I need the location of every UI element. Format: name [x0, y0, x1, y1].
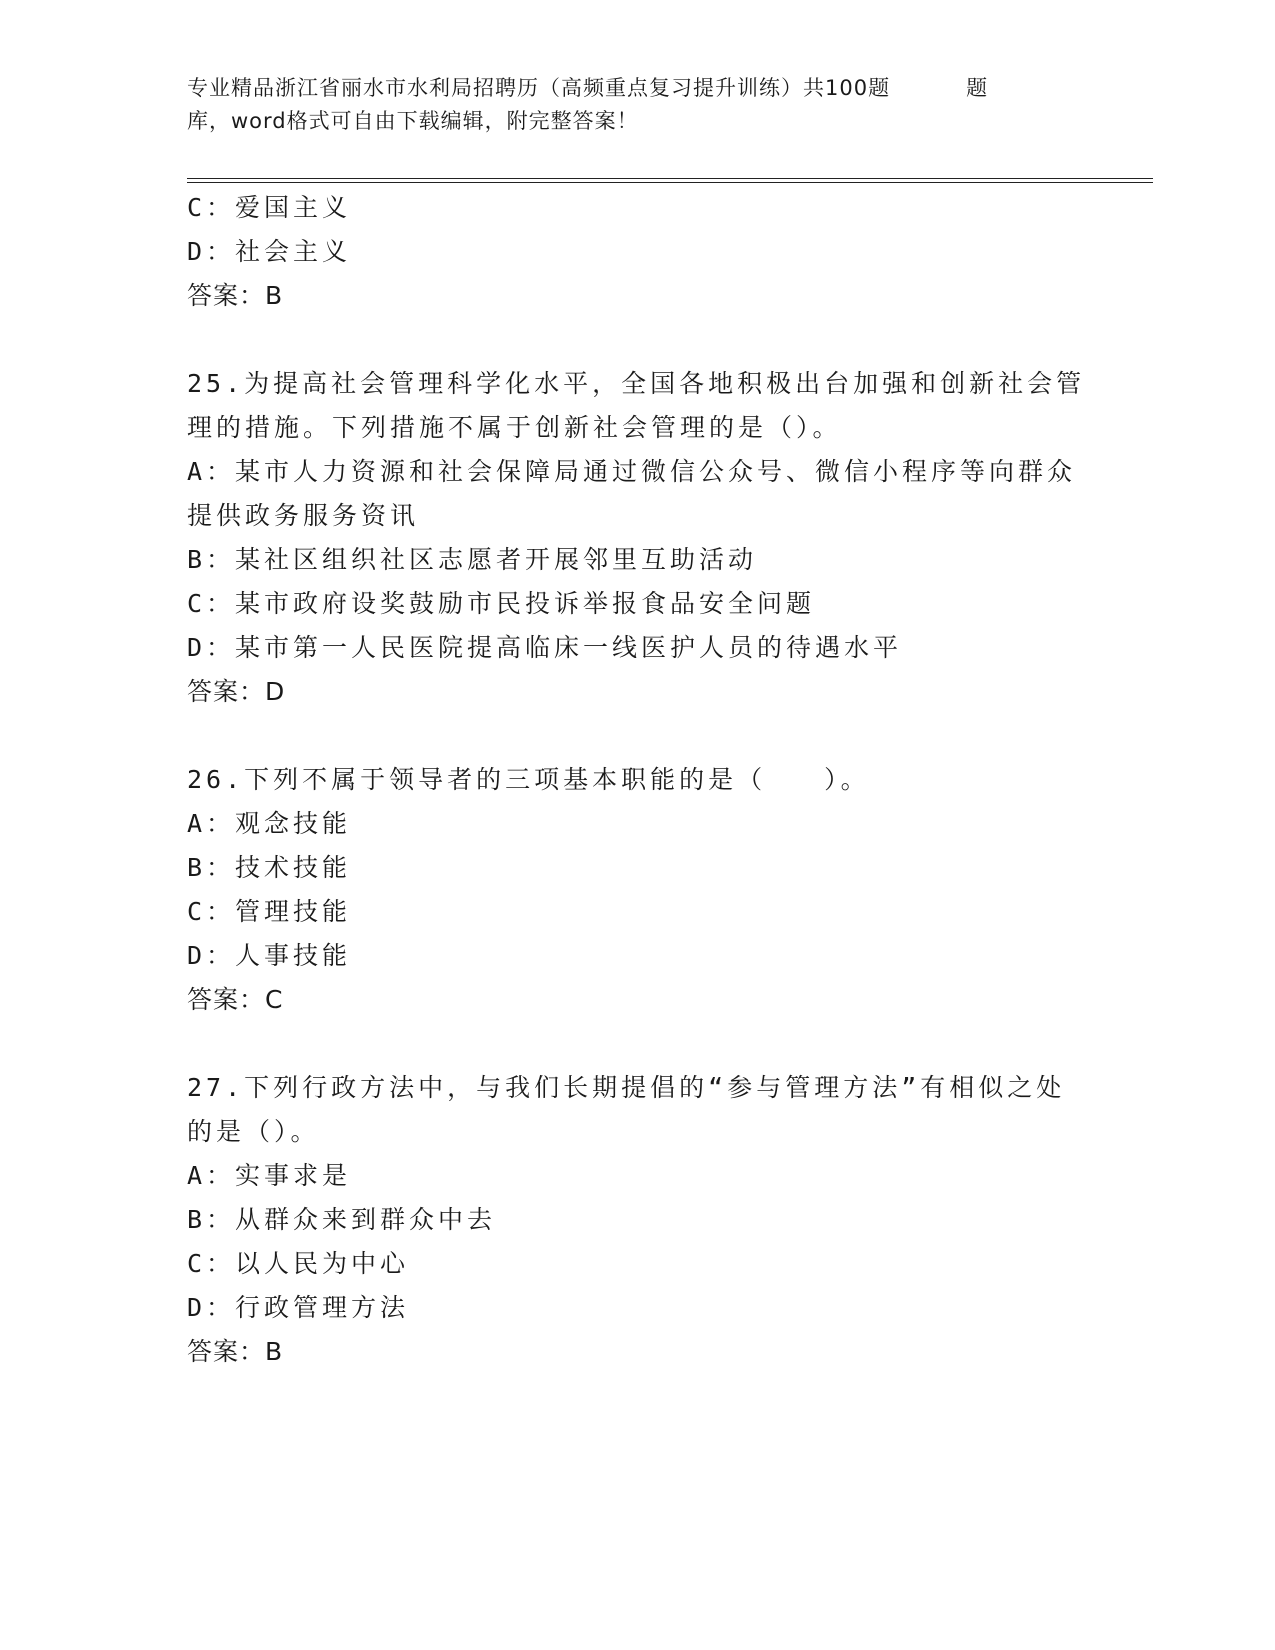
q26-stem: 26.下列不属于领导者的三项基本职能的是（ ）。	[187, 765, 870, 794]
q27-option-d: D：行政管理方法	[187, 1293, 410, 1322]
q25-stem-line-2: 理的措施。下列措施不属于创新社会管理的是（）。	[187, 413, 842, 442]
prev-option-d: D：社会主义	[187, 237, 352, 266]
q26-option-b: B：技术技能	[187, 853, 352, 882]
prev-answer: 答案：B	[187, 281, 284, 310]
page-header	[187, 72, 1087, 138]
q26-option-d: D：人事技能	[187, 941, 352, 970]
q25-option-b: B：某社区组织社区志愿者开展邻里互助活动	[187, 545, 758, 574]
q27-answer: 答案：B	[187, 1337, 284, 1366]
q27-stem-line-1: 27.下列行政方法中，与我们长期提倡的“参与管理方法”有相似之处	[187, 1073, 1066, 1102]
q26-option-a: A：观念技能	[187, 809, 352, 838]
q25-option-d: D：某市第一人民医院提高临床一线医护人员的待遇水平	[187, 633, 903, 662]
q27-option-b: B：从群众来到群众中去	[187, 1205, 497, 1234]
header-divider-top	[187, 178, 1153, 179]
q27-option-a: A：实事求是	[187, 1161, 352, 1190]
header-title-tail: 题	[966, 76, 989, 100]
q25-stem-line-1: 25.为提高社会管理科学化水平，全国各地积极出台加强和创新社会管	[187, 369, 1086, 398]
q26-answer: 答案：C	[187, 985, 284, 1014]
header-title: 专业精品浙江省丽水市水利局招聘历（高频重点复习提升训练）共100题	[187, 76, 891, 100]
q26-option-c: C：管理技能	[187, 897, 352, 926]
q25-option-a-line-2: 提供政务服务资讯	[187, 501, 420, 530]
q25-option-c: C：某市政府设奖鼓励市民投诉举报食品安全问题	[187, 589, 816, 618]
prev-option-c: C：爱国主义	[187, 193, 352, 222]
header-line-2: 库，word格式可自由下载编辑，附完整答案！	[187, 109, 639, 133]
q25-answer: 答案：D	[187, 677, 286, 706]
header-line-1	[187, 72, 1087, 105]
q25-option-a-line-1: A：某市人力资源和社会保障局通过微信公众号、微信小程序等向群众	[187, 457, 1077, 486]
header-divider-bottom	[187, 182, 1153, 183]
q27-stem-line-2: 的是（）。	[187, 1117, 320, 1146]
q27-option-c: C：以人民为中心	[187, 1249, 410, 1278]
